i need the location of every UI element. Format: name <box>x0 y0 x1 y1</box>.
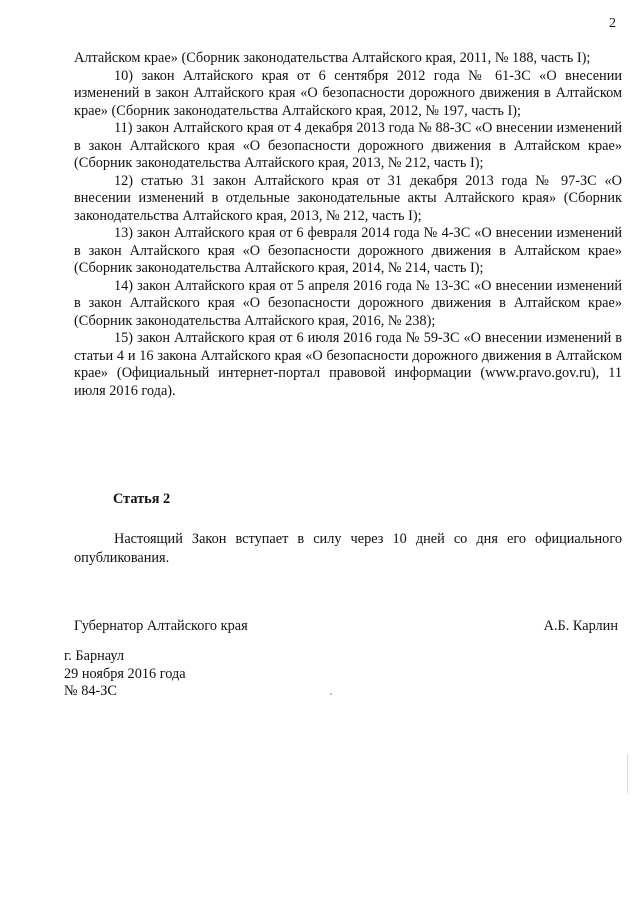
scan-dot <box>330 693 332 695</box>
law-list-item: 13) закон Алтайского края от 6 февраля 2014 года № 4-ЗС «О внесении изменений в закон Алтайского края «О безопасности дорожного движения в Алтайском крае» (Сборник законодательства Алтайского края, 2014, № 214, часть I); <box>74 225 622 276</box>
page-number: 2 <box>609 16 616 31</box>
footer-date: 29 ноября 2016 года <box>64 665 186 682</box>
document-footer <box>64 648 186 701</box>
signatory-name: А.Б. Карлин <box>543 618 618 634</box>
footer-law-number: № 84-ЗС <box>64 683 117 699</box>
law-list-item: 14) закон Алтайского края от 5 апреля 2016 года № 13-ЗС «О внесении изменений в закон Алтайского края «О безопасности дорожного движения в Алтайском крае» (Сборник законодательства Алтайского края, 2016, № 238); <box>74 277 622 329</box>
law-list-item: 15) закон Алтайского края от 6 июля 2016 года № 59-ЗС «О внесении изменений в статьи 4 и 16 закона Алтайского края «О безопасности дорожного движения в Алтайском крае» (Официальный интернет-портал правовой информации (www.pravo.gov.ru), 11 июля 2016 года). <box>74 330 622 399</box>
signatory-title: Губернатор Алтайского края <box>74 618 248 634</box>
law-list <box>74 50 622 400</box>
law-list-item: 10) закон Алтайского края от 6 сентября 2012 года № 61-ЗС «О внесении изменений в закон Алтайского края «О безопасности дорожного движения в Алтайском крае» (Сборник законодательства Алтайского края, 2012, № 197, часть I); <box>74 67 622 119</box>
law-list-item: 11) закон Алтайского края от 4 декабря 2013 года № 88-ЗС «О внесении изменений в закон Алтайского края «О безопасности дорожного движения в Алтайском крае» (Сборник законодательства Алтайского края, 2013, № 212, часть I); <box>74 120 622 171</box>
law-list-item: 12) статью 31 закон Алтайского края от 31 декабря 2013 года № 97-ЗС «О внесении изменений в отдельные законодательные акты Алтайского края» (Сборник законодательства Алтайского края, 2013, № 212, часть I); <box>74 172 622 224</box>
footer-city: г. Барнаул <box>64 648 125 664</box>
article-heading: Статья 2 <box>113 491 171 507</box>
article-text: Настоящий Закон вступает в силу через 10 дней со дня его официального опубликования. <box>74 531 622 566</box>
scan-line-mark <box>627 755 628 793</box>
law-list-item: Алтайском крае» (Сборник законодательства Алтайского края, 2011, № 188, часть I); <box>74 50 591 66</box>
